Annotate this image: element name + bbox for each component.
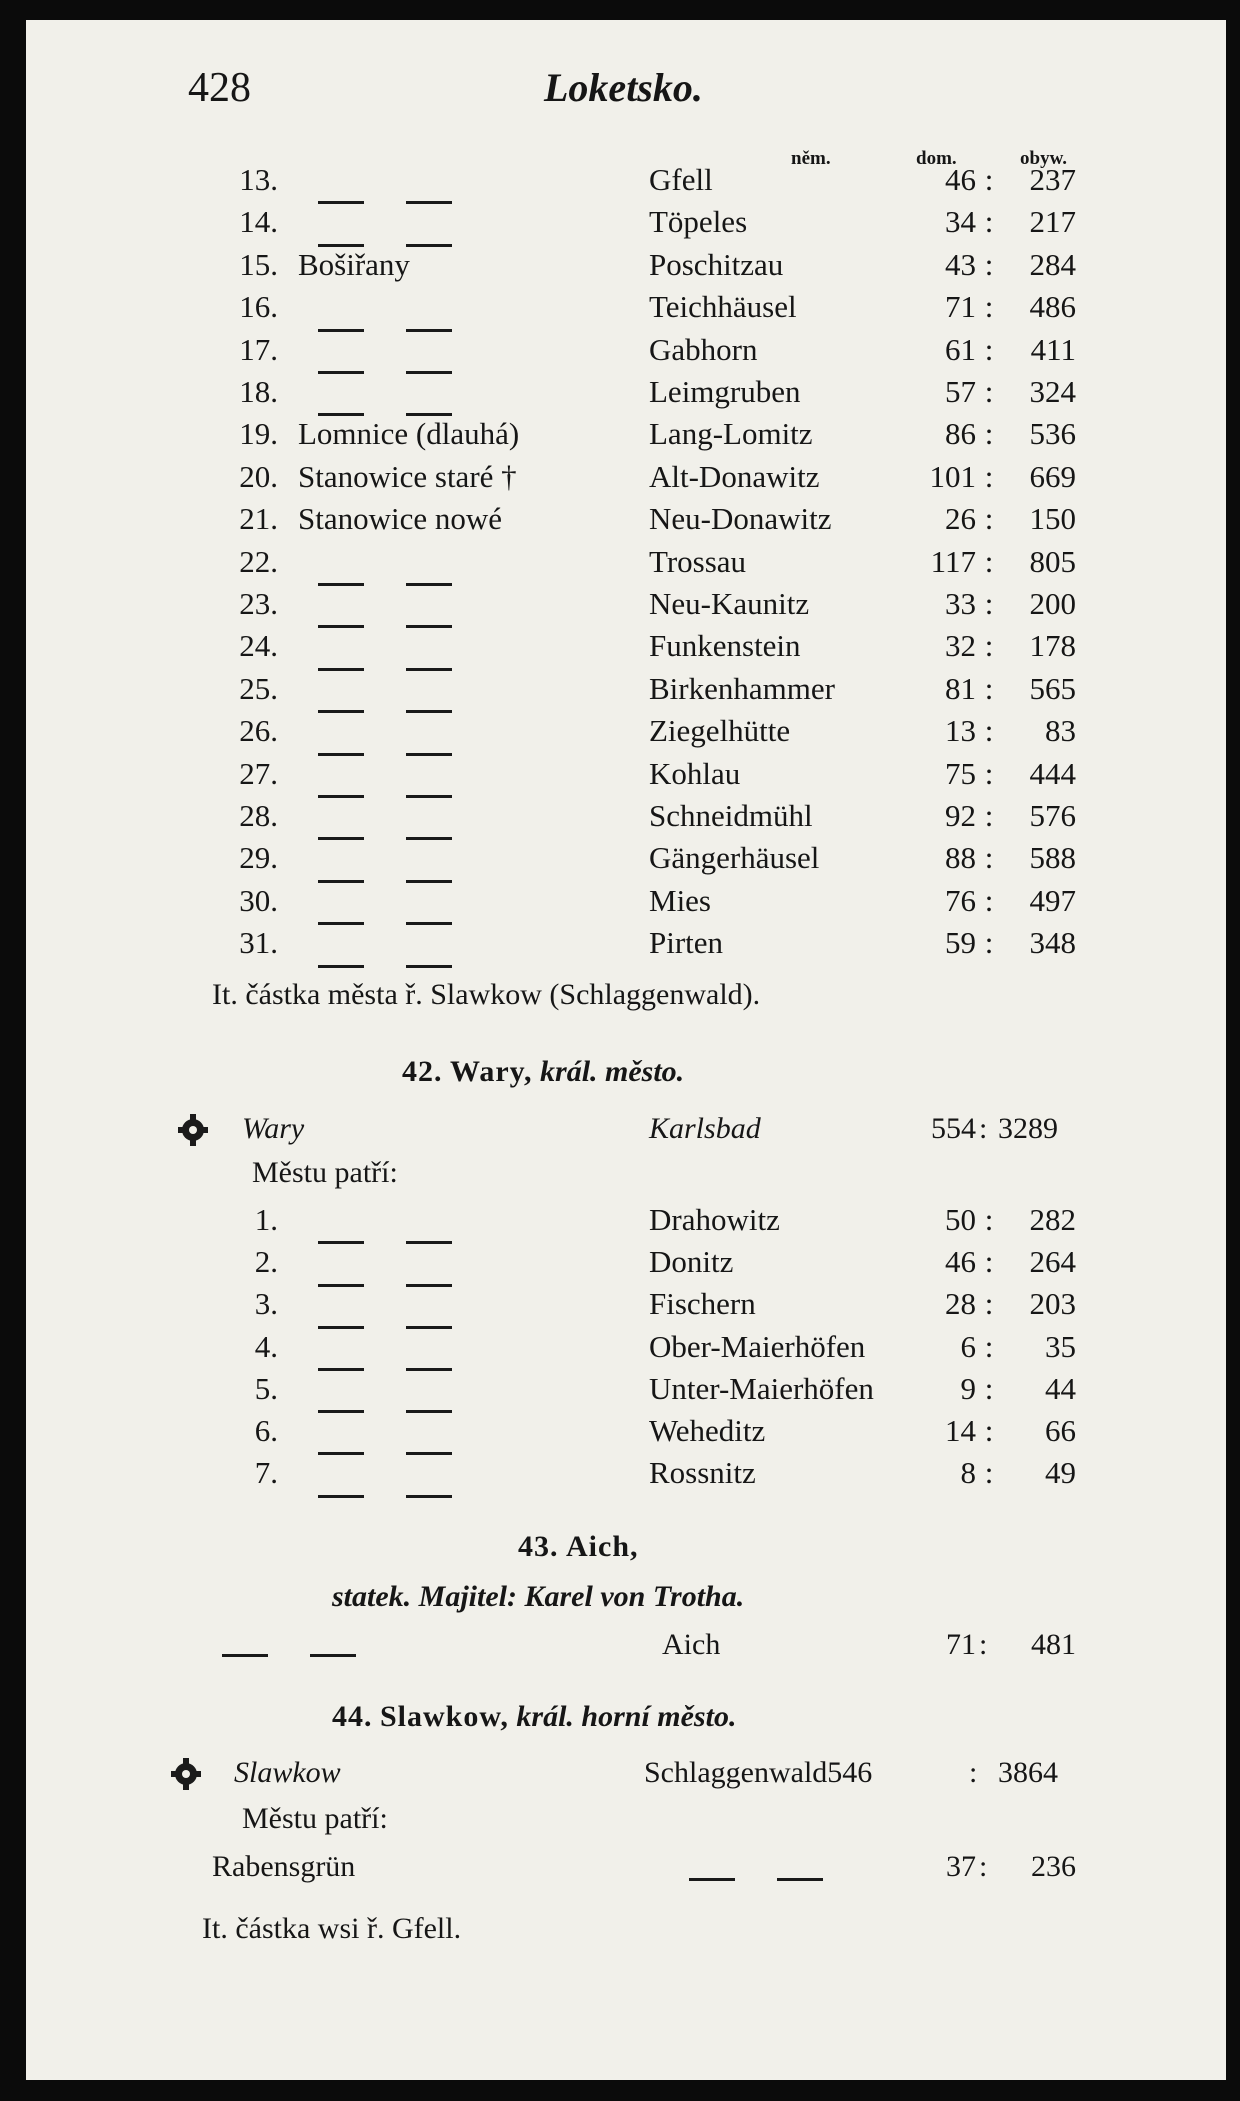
german-name: Birkenhammer bbox=[649, 670, 835, 706]
ratio-colon: : bbox=[984, 755, 994, 791]
row-number: 6. bbox=[254, 1413, 278, 1448]
table-row bbox=[26, 459, 1226, 501]
german-name: Mies bbox=[649, 882, 711, 918]
book-page bbox=[26, 20, 1226, 2080]
german-name: Donitz bbox=[649, 1244, 734, 1280]
german-name: Gfell bbox=[649, 162, 713, 197]
rabensgruen-population: 236 bbox=[1031, 1850, 1076, 1883]
house-count: 14 bbox=[945, 1413, 976, 1448]
population: 565 bbox=[1029, 670, 1076, 706]
ditto-dash bbox=[318, 965, 364, 968]
row-number: 3. bbox=[254, 1286, 278, 1322]
czech-name: Stanowice nowé bbox=[298, 501, 503, 537]
rabensgruen-name: Rabensgrün bbox=[212, 1850, 356, 1883]
row-number: 14. bbox=[239, 204, 278, 240]
population: 35 bbox=[1045, 1328, 1076, 1364]
aich-name: Aich bbox=[662, 1628, 721, 1661]
table-row bbox=[26, 1286, 1226, 1328]
german-name: Neu-Kaunitz bbox=[649, 586, 810, 621]
german-name: Ober-Maierhöfen bbox=[649, 1328, 866, 1364]
german-name: Fischern bbox=[649, 1286, 756, 1322]
row-number: 25. bbox=[239, 670, 278, 706]
city-seal-icon bbox=[169, 1757, 203, 1791]
table-row bbox=[26, 756, 1226, 798]
population: 203 bbox=[1029, 1286, 1076, 1322]
table-row bbox=[26, 289, 1226, 331]
german-name: Rossnitz bbox=[649, 1455, 756, 1491]
table-row bbox=[26, 416, 1226, 458]
ditto-dash bbox=[406, 1495, 452, 1498]
wary-town-name: Wary bbox=[242, 1112, 305, 1145]
czech-name: Stanowice staré † bbox=[298, 458, 517, 494]
wary-houses: 554 bbox=[931, 1112, 976, 1145]
row-number: 5. bbox=[254, 1370, 278, 1406]
house-count: 101 bbox=[929, 458, 976, 494]
german-name: Gängerhäusel bbox=[649, 840, 820, 876]
ratio-colon: : bbox=[984, 1286, 994, 1322]
population: 282 bbox=[1029, 1202, 1076, 1237]
running-title: Loketsko. bbox=[544, 65, 703, 110]
table-row bbox=[26, 713, 1226, 755]
czech-name: Bošiřany bbox=[298, 246, 410, 282]
german-name: Schneidmühl bbox=[649, 798, 813, 833]
ratio-colon: : bbox=[984, 713, 994, 749]
house-count: 33 bbox=[945, 586, 976, 621]
population: 486 bbox=[1029, 289, 1076, 325]
house-count: 59 bbox=[945, 925, 976, 961]
ratio-colon: : bbox=[984, 1244, 994, 1280]
population: 669 bbox=[1029, 458, 1076, 494]
table-row bbox=[26, 671, 1226, 713]
ratio-colon: : bbox=[984, 543, 994, 579]
table-row bbox=[26, 1371, 1226, 1413]
ratio-colon: : bbox=[984, 798, 994, 833]
row-number: 21. bbox=[239, 501, 278, 537]
german-name: Alt-Donawitz bbox=[649, 458, 820, 494]
wary-colon: : bbox=[979, 1112, 988, 1145]
ratio-colon: : bbox=[984, 628, 994, 664]
german-name: Ziegelhütte bbox=[649, 713, 791, 749]
ratio-colon: : bbox=[984, 925, 994, 961]
row-number: 28. bbox=[239, 798, 278, 833]
table-row bbox=[26, 628, 1226, 670]
table-row bbox=[26, 544, 1226, 586]
ratio-colon: : bbox=[984, 1328, 994, 1364]
ditto-dash bbox=[406, 965, 452, 968]
house-count: 81 bbox=[945, 670, 976, 706]
population: 576 bbox=[1029, 798, 1076, 833]
section-43-heading bbox=[518, 1530, 639, 1564]
table-row bbox=[26, 586, 1226, 628]
population: 536 bbox=[1029, 416, 1076, 452]
row-number: 29. bbox=[239, 840, 278, 876]
aich-houses: 71 bbox=[946, 1628, 976, 1661]
row-number: 20. bbox=[239, 458, 278, 494]
population: 66 bbox=[1045, 1413, 1076, 1448]
house-count: 32 bbox=[945, 628, 976, 664]
city-seal-icon bbox=[176, 1113, 210, 1147]
slawkow-belongs-label: Městu patří: bbox=[242, 1802, 388, 1835]
german-name: Drahowitz bbox=[649, 1202, 780, 1237]
population: 411 bbox=[1030, 331, 1076, 367]
german-name: Pirten bbox=[649, 925, 724, 961]
ditto-dash bbox=[777, 1878, 823, 1881]
german-name: Gabhorn bbox=[649, 331, 758, 367]
rabensgruen-colon: : bbox=[979, 1850, 988, 1883]
row-number: 1. bbox=[254, 1202, 278, 1237]
ditto-dash bbox=[318, 1495, 364, 1498]
table-row bbox=[26, 162, 1226, 204]
aich-colon: : bbox=[979, 1628, 988, 1661]
section-44-name: Slawkow, bbox=[380, 1700, 509, 1733]
table-row bbox=[26, 925, 1226, 967]
ditto-marks bbox=[318, 945, 452, 981]
house-count: 34 bbox=[945, 204, 976, 240]
table-row bbox=[26, 883, 1226, 925]
house-count: 61 bbox=[945, 331, 976, 367]
row-number: 7. bbox=[254, 1455, 278, 1491]
table-row bbox=[26, 332, 1226, 374]
ditto-marks bbox=[318, 1475, 452, 1511]
population: 217 bbox=[1029, 204, 1076, 240]
row-number: 24. bbox=[239, 628, 278, 664]
slawkow-population: 3864 bbox=[998, 1756, 1058, 1789]
house-count: 92 bbox=[945, 798, 976, 833]
population: 324 bbox=[1029, 374, 1076, 409]
german-name: Neu-Donawitz bbox=[649, 501, 832, 537]
row-number: 31. bbox=[239, 925, 278, 961]
section-42-heading bbox=[402, 1055, 684, 1089]
house-count: 86 bbox=[945, 416, 976, 452]
ditto-dash bbox=[689, 1878, 735, 1881]
german-name: Lang-Lomitz bbox=[649, 416, 813, 452]
population: 444 bbox=[1029, 755, 1076, 791]
row-number: 26. bbox=[239, 713, 278, 749]
ratio-colon: : bbox=[984, 204, 994, 240]
population: 264 bbox=[1029, 1244, 1076, 1280]
ratio-colon: : bbox=[984, 162, 994, 197]
ditto-dash bbox=[222, 1654, 268, 1657]
ratio-colon: : bbox=[984, 670, 994, 706]
table-row bbox=[26, 1455, 1226, 1497]
ratio-colon: : bbox=[984, 458, 994, 494]
column-header-nem: něm. bbox=[791, 148, 831, 169]
row-number: 15. bbox=[239, 246, 278, 282]
section-44-number: 44. bbox=[332, 1700, 373, 1733]
wary-belongs-label: Městu patří: bbox=[252, 1156, 398, 1189]
house-count: 71 bbox=[945, 289, 976, 325]
row-number: 22. bbox=[239, 543, 278, 579]
house-count: 76 bbox=[945, 882, 976, 918]
german-name: Weheditz bbox=[649, 1413, 766, 1448]
section-43-name: Aich, bbox=[566, 1530, 639, 1563]
german-name: Trossau bbox=[649, 543, 747, 579]
population: 44 bbox=[1045, 1370, 1076, 1406]
house-count: 50 bbox=[945, 1202, 976, 1237]
german-name: Poschitzau bbox=[649, 246, 784, 282]
row-number: 18. bbox=[239, 374, 278, 409]
population: 497 bbox=[1029, 882, 1076, 918]
house-count: 28 bbox=[945, 1286, 976, 1322]
table-row bbox=[26, 1329, 1226, 1371]
section-43-owner: statek. Majitel: Karel von Trotha. bbox=[332, 1580, 745, 1613]
population: 150 bbox=[1029, 501, 1076, 537]
ratio-colon: : bbox=[984, 1370, 994, 1406]
ratio-colon: : bbox=[984, 1413, 994, 1448]
german-name: Unter-Maierhöfen bbox=[649, 1370, 874, 1406]
ratio-colon: : bbox=[984, 586, 994, 621]
house-count: 6 bbox=[960, 1328, 976, 1364]
house-count: 117 bbox=[930, 543, 976, 579]
row-number: 23. bbox=[239, 586, 278, 621]
population: 284 bbox=[1029, 246, 1076, 282]
german-name: Funkenstein bbox=[649, 628, 801, 664]
population: 237 bbox=[1029, 162, 1076, 197]
german-name: Teichhäusel bbox=[649, 289, 797, 325]
section-43-number: 43. bbox=[518, 1530, 559, 1563]
ratio-colon: : bbox=[984, 501, 994, 537]
rabensgruen-dashes bbox=[689, 1870, 823, 1888]
note-section-41: It. částka města ř. Slawkow (Schlaggenwald). bbox=[212, 978, 761, 1011]
house-count: 46 bbox=[945, 1244, 976, 1280]
house-count: 57 bbox=[945, 374, 976, 409]
population: 805 bbox=[1029, 543, 1076, 579]
slawkow-german-name-houses: Schlaggenwald546 bbox=[644, 1756, 873, 1789]
row-number: 13. bbox=[239, 162, 278, 197]
ratio-colon: : bbox=[984, 840, 994, 876]
page-number: 428 bbox=[188, 65, 251, 111]
ratio-colon: : bbox=[984, 882, 994, 918]
row-number: 16. bbox=[239, 289, 278, 325]
ratio-colon: : bbox=[984, 374, 994, 409]
population: 49 bbox=[1045, 1455, 1076, 1491]
row-number: 19. bbox=[239, 416, 278, 452]
ratio-colon: : bbox=[984, 1455, 994, 1491]
section-42-number: 42. bbox=[402, 1055, 443, 1088]
row-number: 17. bbox=[239, 331, 278, 367]
row-number: 2. bbox=[254, 1244, 278, 1280]
house-count: 75 bbox=[945, 755, 976, 791]
section-42-description: král. město. bbox=[540, 1055, 685, 1088]
row-number: 30. bbox=[239, 882, 278, 918]
row-number: 27. bbox=[239, 755, 278, 791]
house-count: 9 bbox=[960, 1370, 976, 1406]
section-44-heading bbox=[332, 1700, 736, 1734]
house-count: 26 bbox=[945, 501, 976, 537]
section-44-note: It. částka wsi ř. Gfell. bbox=[202, 1912, 462, 1945]
table-row bbox=[26, 840, 1226, 882]
czech-name: Lomnice (dlauhá) bbox=[298, 416, 520, 452]
population: 348 bbox=[1029, 925, 1076, 961]
ratio-colon: : bbox=[984, 289, 994, 325]
aich-population: 481 bbox=[1031, 1628, 1076, 1661]
house-count: 8 bbox=[960, 1455, 976, 1491]
table-row bbox=[26, 374, 1226, 416]
house-count: 13 bbox=[945, 713, 976, 749]
house-count: 46 bbox=[945, 162, 976, 197]
column-header-obyv: obyw. bbox=[1020, 148, 1067, 169]
ratio-colon: : bbox=[984, 331, 994, 367]
table-row bbox=[26, 204, 1226, 246]
ratio-colon: : bbox=[984, 416, 994, 452]
row-number: 4. bbox=[254, 1328, 278, 1364]
table-row bbox=[26, 1244, 1226, 1286]
house-count: 88 bbox=[945, 840, 976, 876]
section-44-description: král. horní město. bbox=[516, 1700, 737, 1733]
table-row bbox=[26, 1202, 1226, 1244]
population: 83 bbox=[1045, 713, 1076, 749]
population: 178 bbox=[1029, 628, 1076, 664]
aich-dashes bbox=[222, 1646, 356, 1664]
rabensgruen-houses: 37 bbox=[946, 1850, 976, 1883]
slawkow-colon: : bbox=[969, 1756, 978, 1789]
house-count: 43 bbox=[945, 246, 976, 282]
german-name: Kohlau bbox=[649, 755, 741, 791]
german-name: Leimgruben bbox=[649, 374, 801, 409]
ratio-colon: : bbox=[984, 246, 994, 282]
population: 588 bbox=[1029, 840, 1076, 876]
wary-population: 3289 bbox=[998, 1112, 1058, 1145]
column-header-dom: dom. bbox=[916, 148, 957, 169]
ratio-colon: : bbox=[984, 1202, 994, 1237]
slawkow-town-name: Slawkow bbox=[234, 1756, 341, 1789]
table-row bbox=[26, 501, 1226, 543]
table-row bbox=[26, 798, 1226, 840]
german-name: Töpeles bbox=[649, 204, 748, 240]
population: 200 bbox=[1029, 586, 1076, 621]
table-row bbox=[26, 1413, 1226, 1455]
wary-german-name: Karlsbad bbox=[649, 1112, 761, 1145]
section-42-name: Wary, bbox=[450, 1055, 533, 1088]
ditto-dash bbox=[310, 1654, 356, 1657]
table-row bbox=[26, 247, 1226, 289]
